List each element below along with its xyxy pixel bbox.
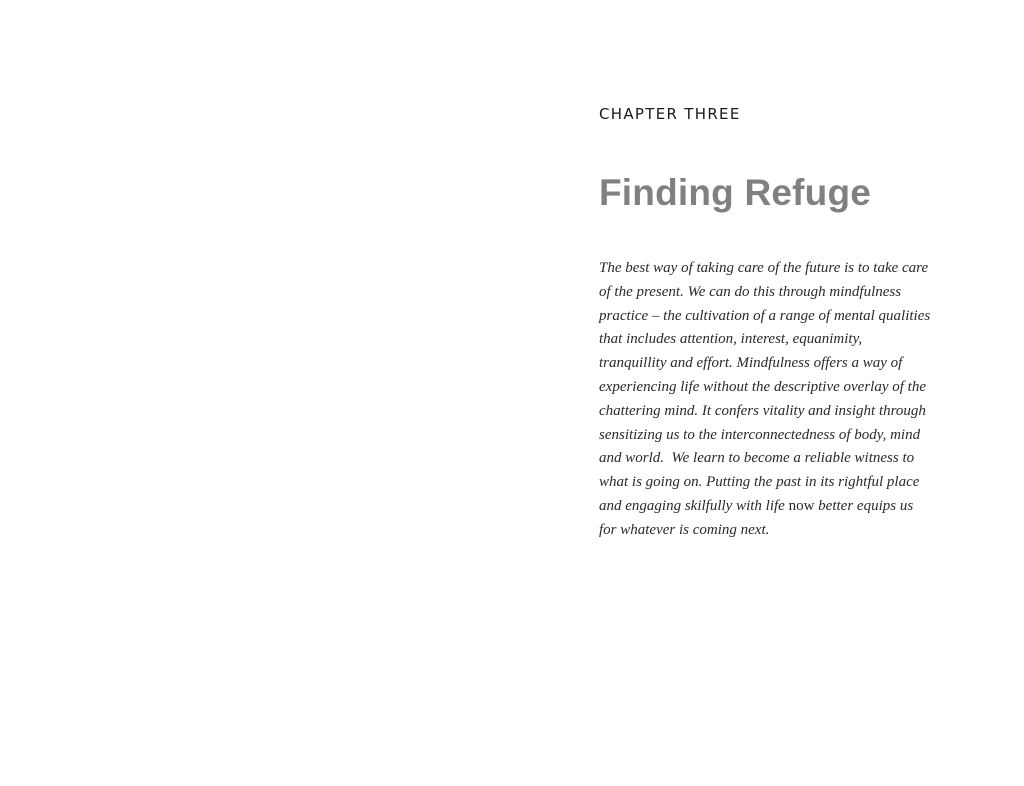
emphasized-word: now: [788, 497, 815, 514]
chapter-title: Finding Refuge: [599, 172, 872, 213]
paragraph-line-with-emphasis: [599, 495, 959, 519]
paragraph-line: and world. We learn to become a reliable witness to: [599, 450, 915, 467]
chapter-label: CHAPTER THREE: [599, 105, 741, 123]
epigraph-paragraph: [599, 257, 959, 543]
paragraph-line: what is going on. Putting the past in its rightful place: [599, 474, 920, 491]
paragraph-line: of the present. We can do this through mindfulness: [599, 283, 902, 300]
paragraph-line: sensitizing us to the interconnectedness of body, mind: [599, 426, 921, 443]
paragraph-line: experiencing life without the descriptive overlay of the: [599, 378, 926, 395]
paragraph-line: chattering mind. It confers vitality and insight through: [599, 402, 926, 419]
paragraph-line: that includes attention, interest, equanimity,: [599, 331, 863, 348]
paragraph-line: practice – the cultivation of a range of mental qualities: [599, 307, 931, 324]
paragraph-line: for whatever is coming next.: [599, 521, 770, 538]
paragraph-line: tranquillity and effort. Mindfulness offers a way of: [599, 355, 903, 372]
paragraph-line: The best way of taking care of the future is to take care: [599, 260, 929, 276]
line-text-before: and engaging skilfully with life: [599, 497, 789, 514]
line-text-after: better equips us: [814, 497, 914, 514]
